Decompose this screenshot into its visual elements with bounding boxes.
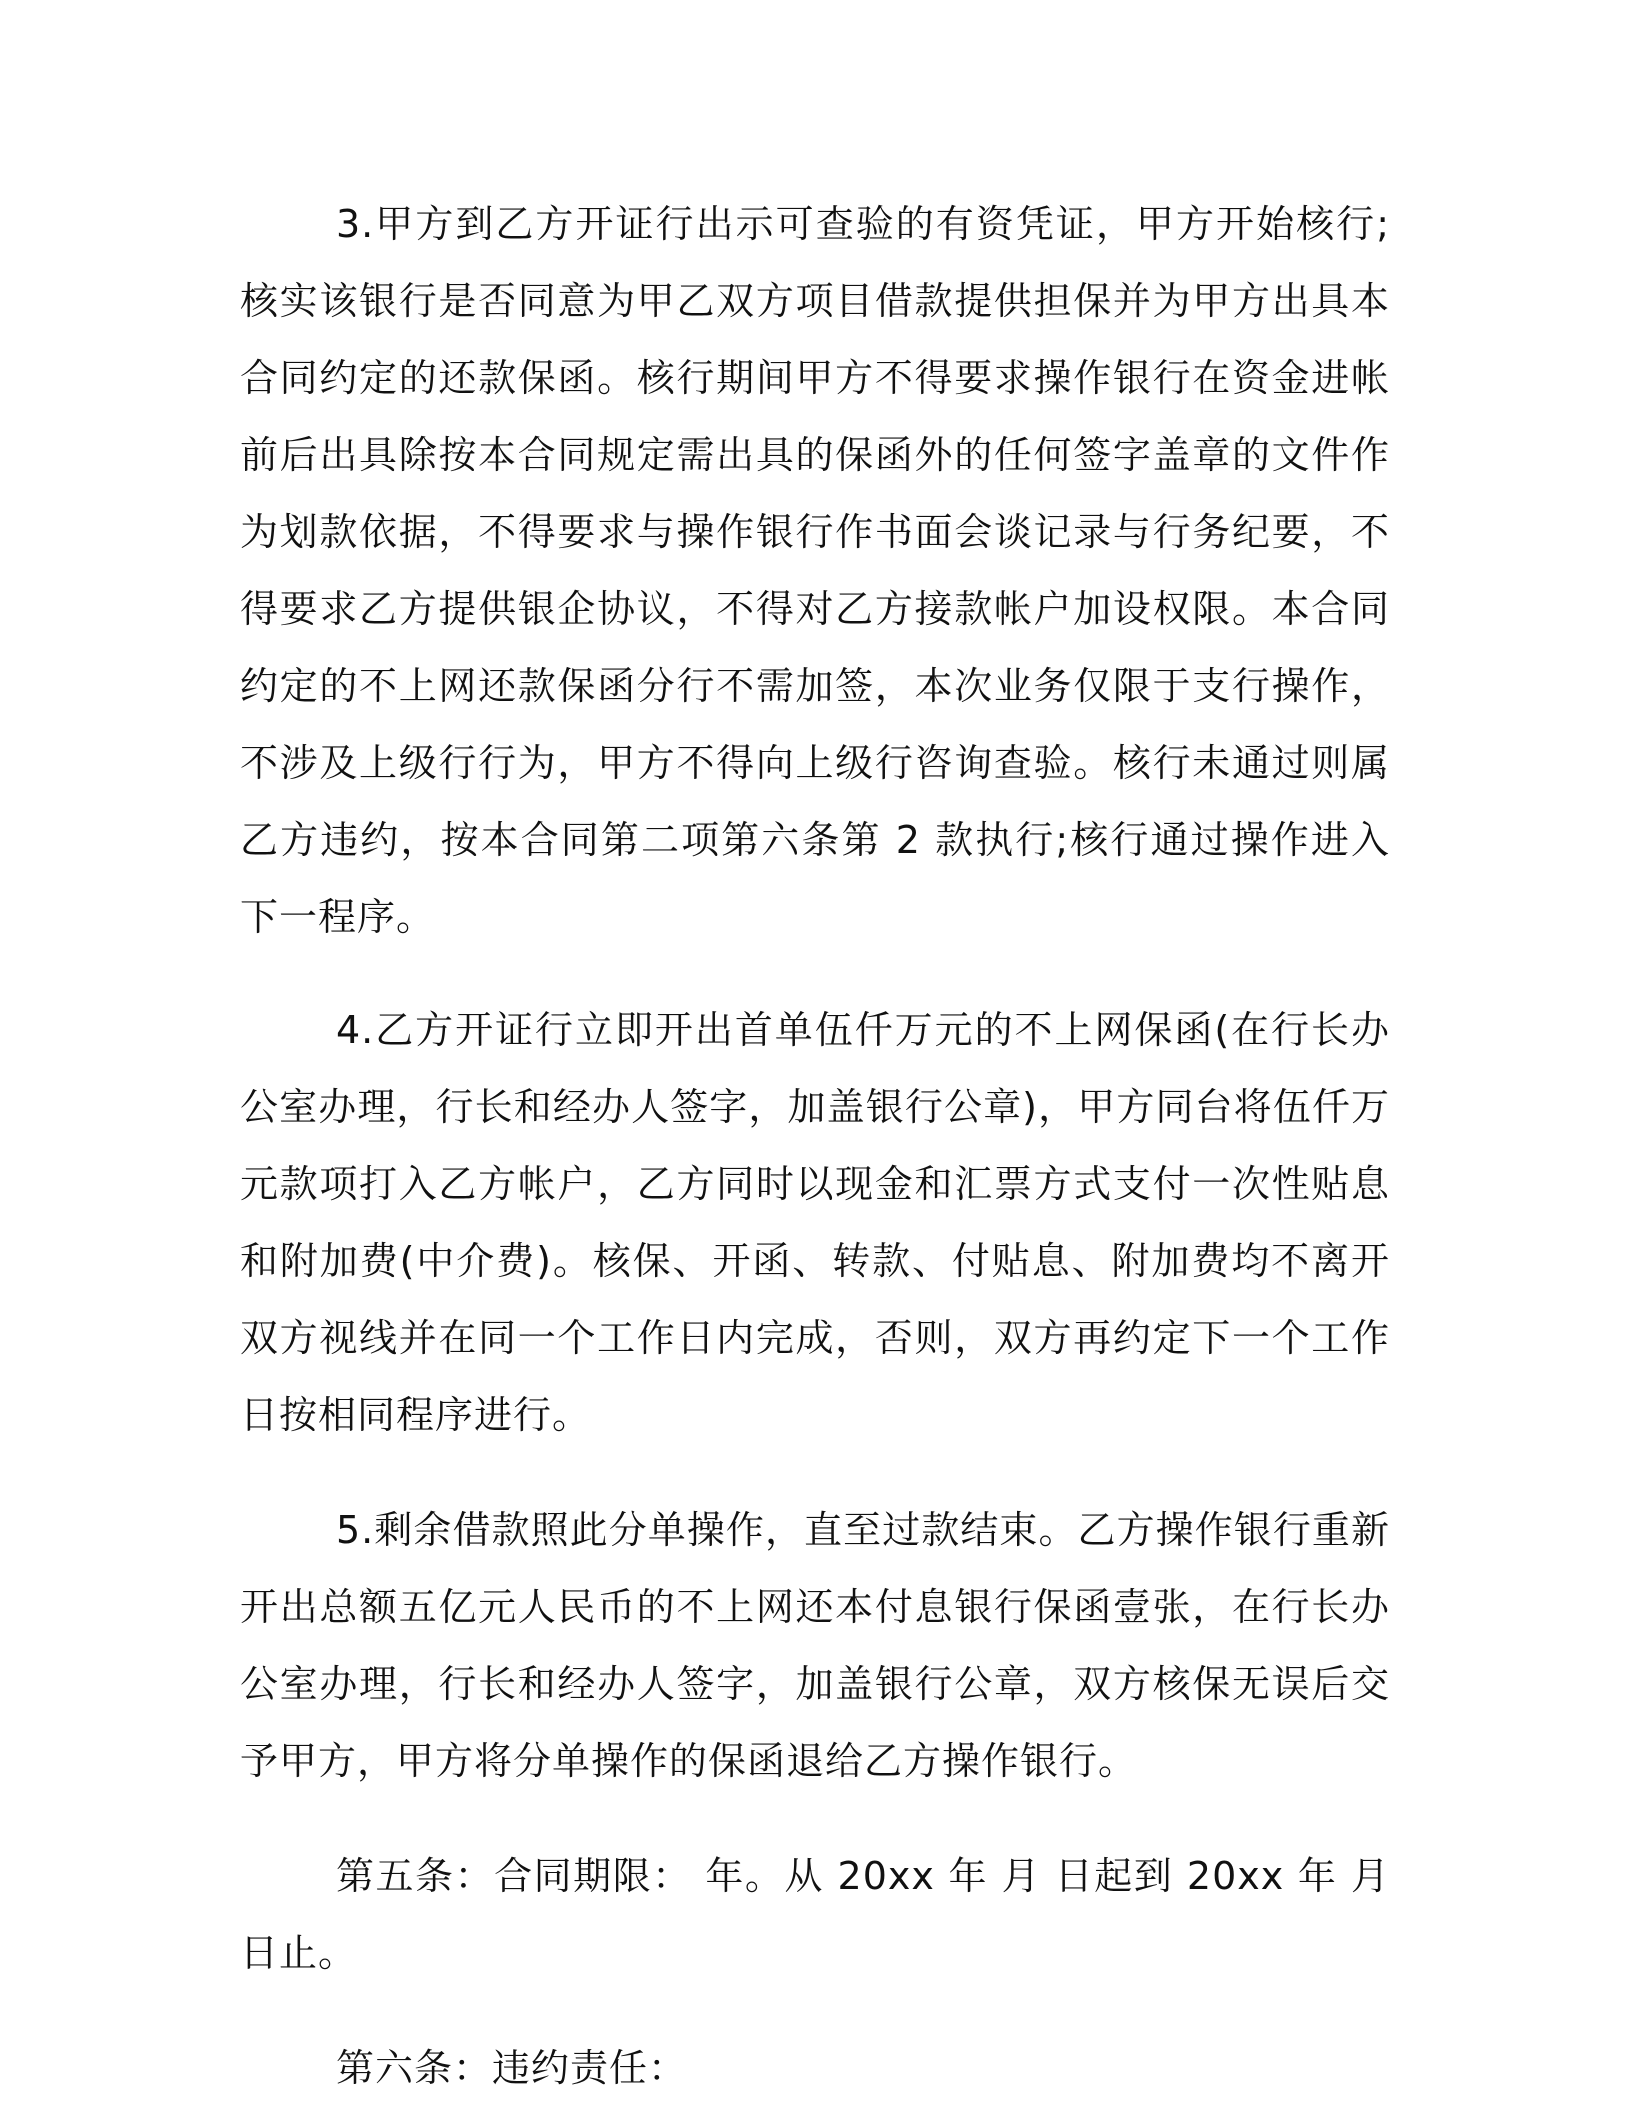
paragraph-clause-5: 5.剩余借款照此分单操作，直至过款结束。乙方操作银行重新开出总额五亿元人民币的不上网还本付息银行保函壹张，在行长办公室办理，行长和经办人签字，加盖银行公章，双方核保无误后交予甲方，甲方将分单操作的保函退给乙方操作银行。 (240, 1508, 1390, 1783)
article-6-liability-heading: 第六条：违约责任： (336, 2046, 688, 2090)
paragraph-clause-4: 4.乙方开证行立即开出首单伍仟万元的不上网保函(在行长办公室办理，行长和经办人签字，加盖银行公章)，甲方同台将伍仟万元款项打入乙方帐户，乙方同时以现金和汇票方式支付一次性贴息和附加费(中介费)。核保、开函、转款、付贴息、附加费均不离开双方视线并在同一个工作日内完成，否则，双方再约定下一个工作日按相同程序进行。 (240, 1008, 1390, 1437)
document-page (240, 186, 1390, 2107)
paragraph-clause-3: 3.甲方到乙方开证行出示可查验的有资凭证，甲方开始核行;核实该银行是否同意为甲乙双方项目借款提供担保并为甲方出具本合同约定的还款保函。核行期间甲方不得要求操作银行在资金进帐前后出具除按本合同规定需出具的保函外的任何签字盖章的文件作为划款依据，不得要求与操作银行作书面会谈记录与行务纪要，不得要求乙方提供银企协议，不得对乙方接款帐户加设权限。本合同约定的不上网还款保函分行不需加签，本次业务仅限于支行操作，不涉及上级行行为，甲方不得向上级行咨询查验。核行未通过则属乙方违约，按本合同第二项第六条第 2 款执行;核行通过操作进入下一程序。 (240, 202, 1390, 939)
article-5-contract-term: 第五条：合同期限： 年。从 20xx 年 月 日起到 20xx 年 月 日止。 (240, 1854, 1390, 1975)
